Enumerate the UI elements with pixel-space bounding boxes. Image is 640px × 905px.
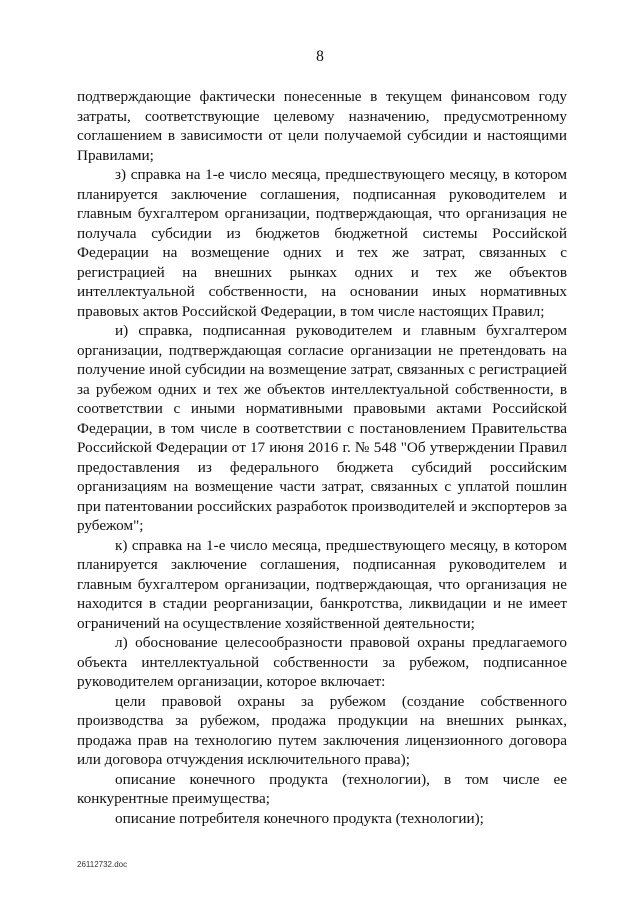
paragraph-subitem-consumer: описание потребителя конечного продукта (технологии); — [115, 809, 484, 827]
paragraph-subitem-product: описание конечного продукта (технологии), в том числе ее конкурентные преимущества; — [77, 770, 567, 807]
footer-filename: 26112732.doc — [77, 860, 128, 869]
paragraph-continuation: подтверждающие фактически понесенные в текущем финансовом году затраты, соответствующие целевому назначению, предусмотренному соглашением в зависимости от цели получаемой субсидии и настоящими Правилами; — [77, 88, 567, 164]
document-body — [77, 87, 567, 828]
paragraph-item-k: к) справка на 1-е число месяца, предшествующего месяцу, в котором планируется заключение соглашения, подписанная руководителем и главным бухгалтером организации, подтверждающая, что организация не находится в стадии реорганизации, банкротства, ликвидации и не имеет ограничений на осуществление хозяйственной деятельности; — [77, 536, 567, 632]
paragraph-item-z: з) справка на 1-е число месяца, предшествующего месяцу, в котором планируется заключение соглашения, подписанная руководителем и главным бухгалтером организации, подтверждающая, что организация не получала субсидии из бюджетов бюджетной системы Российской Федерации на возмещение одних и тех же затрат, связанных с регистрацией на внешних рынках одних и тех же объектов интеллектуальной собственности, на основании иных нормативных правовых актов Российской Федерации, в том числе настоящих Правил; — [77, 166, 567, 320]
paragraph-item-l: л) обоснование целесообразности правовой охраны предлагаемого объекта интеллектуальной собственности за рубежом, подписанное руководителем организации, которое включает: — [77, 634, 567, 690]
page-number: 8 — [316, 48, 324, 65]
paragraph-subitem-goals: цели правовой охраны за рубежом (создание собственного производства за рубежом, продажа продукции на внешних рынках, продажа прав на технологию путем заключения лицензионного договора или договора отчуждения исключительного права); — [77, 692, 567, 768]
paragraph-item-i: и) справка, подписанная руководителем и главным бухгалтером организации, подтверждающая согласие организации не претендовать на получение иной субсидии на возмещение затрат, связанных с регистрацией за рубежом одних и тех же объектов интеллектуальной собственности, в соответствии с иными нормативными правовыми актами Российской Федерации, в том числе в соответствии с постановлением Правительства Российской Федерации от 17 июня 2016 г. № 548 "Об утверждении Правил предоставления из федерального бюджета субсидий российским организациям на возмещение части затрат, связанных с уплатой пошлин при патентовании российских разработок производителей и экспортеров за рубежом"; — [77, 322, 567, 534]
